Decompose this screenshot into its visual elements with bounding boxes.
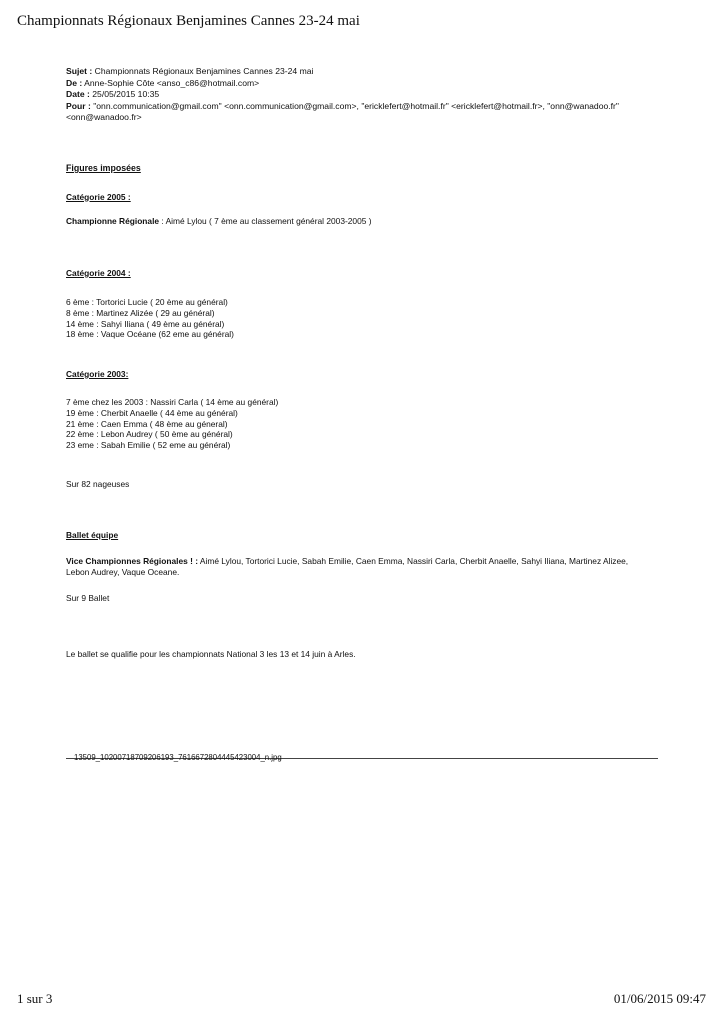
subject-value: Championnats Régionaux Benjamines Cannes 23-24 mai [94,66,314,76]
category-2003-results [66,397,666,450]
subject-line [66,66,666,78]
swimmers-total: Sur 82 nageuses [66,479,130,490]
vice-names-continued: Lebon Audrey, Vaque Oceane. [66,567,180,578]
result-line: 8 ème : Martinez Alizée ( 29 au général) [66,307,215,318]
vice-names: Aimé Lylou, Tortorici Lucie, Sabah Emilie, Caen Emma, Nassiri Carla, Cherbit Anaelle, Sahyi Iliana, Martinez Alizee, [198,556,629,567]
result-line: 18 ème : Vaque Océane (62 eme au général) [66,329,234,340]
date-value: 25/05/2015 10:35 [92,89,160,100]
from-line [66,78,666,90]
attachment-filename[interactable]: 13509_10200718709206193_7616672804445423004_n.jpg [74,753,282,762]
figures-title: Figures imposées [66,162,141,173]
from-value: Anne-Sophie Côte <anso_c86@hotmail.com> [84,77,260,88]
page-title: Championnats Régionaux Benjamines Cannes 23-24 mai [17,13,360,29]
vice-champions [66,556,666,577]
date-label: Date : [66,89,90,100]
email-header [66,66,666,124]
result-line: 22 ème : Lebon Audrey ( 50 ème au général) [66,429,233,440]
result-line: 23 eme : Sabah Emilie ( 52 eme au général) [66,439,231,450]
result-line: 19 ème : Cherbit Anaelle ( 44 ème au général) [66,407,238,418]
print-timestamp: 01/06/2015 09:47 [613,991,706,1006]
ballet-total: Sur 9 Ballet [66,592,110,603]
email-content [66,66,666,660]
to-line [66,101,666,113]
champion-text: : Aimé Lylou ( 7 ème au classement général 2003-2005 ) [159,216,372,227]
page-number: 1 sur 3 [17,991,53,1006]
date-line [66,89,666,101]
to-label: Pour : [66,100,91,111]
category-2004-results [66,297,666,339]
attachment-separator [66,753,658,762]
subject-label: Sujet : [66,66,93,76]
result-line: 14 ème : Sahyi Iliana ( 49 ème au général) [66,318,225,329]
ballet-title: Ballet équipe [66,529,119,540]
category-2003-title: Catégorie 2003: [66,368,129,379]
result-line: 6 ème : Tortorici Lucie ( 20 ème au général) [66,297,228,308]
champion-line [66,216,666,227]
from-label: De : [66,77,83,88]
qualification-text: Le ballet se qualifie pour les championnats National 3 les 13 et 14 juin à Arles. [66,649,356,660]
category-2004-title: Catégorie 2004 : [66,267,131,278]
result-line: 21 ème : Caen Emma ( 48 ème au géneral) [66,418,228,429]
vice-label: Vice Championnes Régionales ! : [66,556,199,567]
champion-label: Championne Régionale [66,216,160,227]
to-line-continued: <onn@wanadoo.fr> [66,112,142,123]
result-line: 7 ème chez les 2003 : Nassiri Carla ( 14 ème au général) [66,397,279,408]
category-2005-title: Catégorie 2005 : [66,191,131,202]
to-value: "onn.communication@gmail.com" <onn.communication@gmail.com>, "ericklefert@hotmail.fr" <ericklefert@hotmail.fr>, "onn@wanadoo.fr" [93,100,619,111]
